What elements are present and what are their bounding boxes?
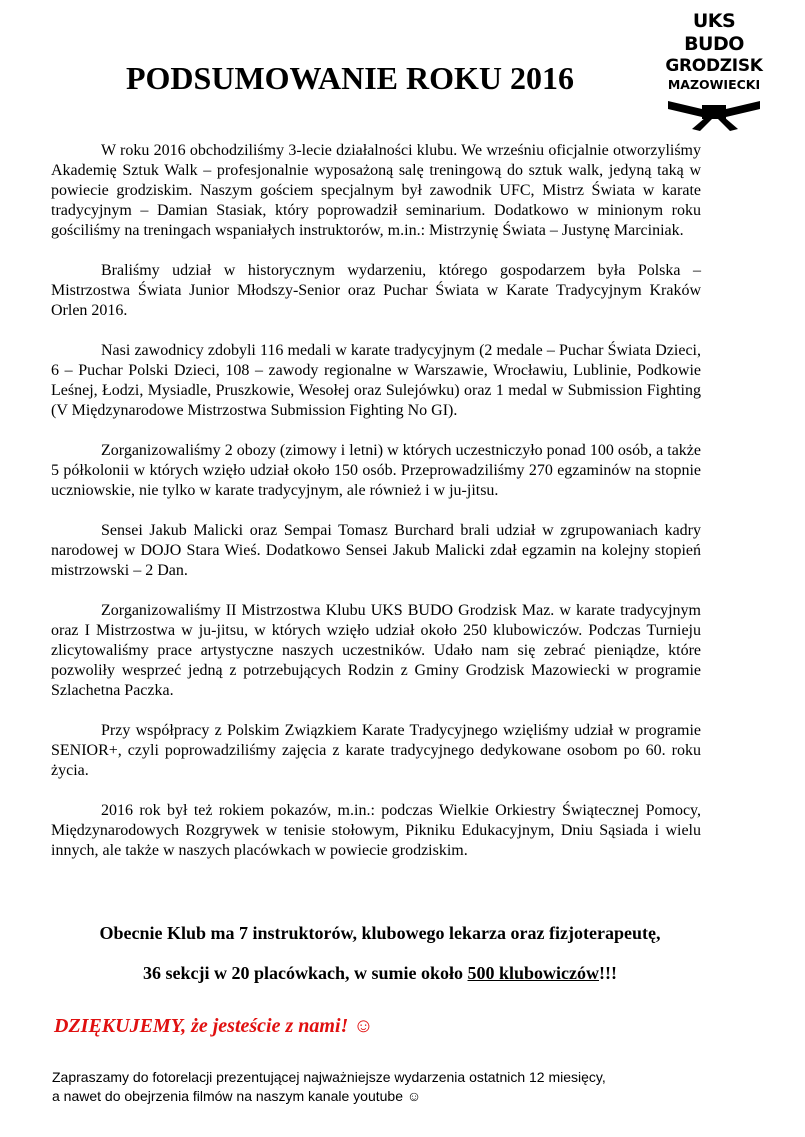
logo-line-2: GRODZISK — [665, 56, 763, 76]
logo-line-1: UKS BUDO — [684, 10, 744, 55]
invitation-line-2: a nawet do obejrzenia filmów na naszym kanale youtube ☺ — [52, 1088, 422, 1104]
summary-line-2-suffix: !!! — [599, 963, 617, 983]
invitation-text — [52, 1068, 712, 1106]
member-count: 500 klubowiczów — [467, 963, 600, 983]
summary-line-1: Obecnie Klub ma 7 instruktorów, klubowego lekarza oraz fizjoterapeutę, — [99, 923, 661, 943]
page-title: PODSUMOWANIE ROKU 2016 — [125, 60, 574, 96]
paragraph-senior-program: Przy współpracy z Polskim Związkiem Karate Tradycyjnego wzięliśmy udział w programie SENIOR+, czyli poprowadziliśmy zajęcia z karate tradycyjnego dedykowane osobom po 60. roku życia. — [51, 722, 701, 779]
paragraph-anniversary: W roku 2016 obchodziliśmy 3-lecie działalności klubu. We wrześniu oficjalnie otworzyliśmy Akademię Sztuk Walk – profesjonalnie wyposażoną salę treningową do sztuk walk, jedyną taką w powiecie grodziskim. Naszym gościem specjalnym był zawodnik UFC, Mistrz Świata w karate tradycyjnym – Damian Stasiak, który poprowadził seminarium. Dodatkowo w minionym roku gościliśmy na treningach wspaniałych instruktorów, m.in.: Mistrzynię Świata – Justynę Marciniak. — [51, 142, 701, 239]
paragraph-national-team: Sensei Jakub Malicki oraz Sempai Tomasz Burchard brali udział w zgrupowaniach kadry narodowej w DOJO Stara Wieś. Dodatkowo Sensei Jakub Malicki zdał egzamin na kolejny stopień mistrzowski – 2 Dan. — [51, 522, 701, 579]
thanks-message: DZIĘKUJEMY, że jesteście z nami! ☺ — [54, 1015, 374, 1037]
club-summary — [0, 913, 760, 993]
summary-line-2 — [0, 953, 760, 993]
summary-line-2-prefix: 36 sekcji w 20 placówkach, w sumie około — [142, 963, 468, 983]
paragraph-shows: 2016 rok był też rokiem pokazów, m.in.: podczas Wielkie Orkiestry Świątecznej Pomocy, Międzynarodowych Rozgrywek w tenisie stołowym, Pikniku Edukacyjnym, Dniu Sąsiada i wielu innych, ale także w naszych placówkach w powiecie grodziskim. — [51, 802, 701, 859]
logo-line-3: MAZOWIECKI — [667, 77, 761, 92]
black-belt-icon — [666, 95, 762, 133]
paragraph-camps: Zorganizowaliśmy 2 obozy (zimowy i letni) w których uczestniczyło ponad 100 osób, a także 5 półkolonii w których wzięło udział około 150 osób. Przeprowadziliśmy 270 egzaminów na stopnie uczniowskie, nie tylko w karate tradycyjnym, ale również i w ju-jitsu. — [51, 442, 701, 499]
invitation-line-1: Zapraszamy do fotorelacji prezentującej najważniejsze wydarzenia ostatnich 12 miesięcy, — [52, 1069, 606, 1085]
paragraph-medals: Nasi zawodnicy zdobyli 116 medali w karate tradycyjnym (2 medale – Puchar Świata Dzieci, 6 – Puchar Polski Dzieci, 108 – zawody regionalne w Warszawie, Wrocławiu, Lublinie, Podkowie Leśnej, Łodzi, Mysiadle, Pruszkowie, Wesołej oraz Sulejówku) oraz 1 medal w Submission Fighting (V Międzynarodowe Mistrzostwa Submission Fighting No GI). — [51, 342, 701, 419]
paragraph-club-championship: Zorganizowaliśmy II Mistrzostwa Klubu UKS BUDO Grodzisk Maz. w karate tradycyjnym oraz I Mistrzostwa w ju-jitsu, w których wzięło udział około 250 klubowiczów. Podczas Turnieju zlicytowaliśmy prace artystyczne naszych uczestników. Udało nam się zebrać pieniądze, które pozwoliły wesprzeć jedną z potrzebujących Rodzin z Gminy Grodzisk Mazowiecki w programie Szlachetna Paczka. — [51, 602, 701, 699]
paragraph-world-championship: Braliśmy udział w historycznym wydarzeniu, którego gospodarzem była Polska – Mistrzostwa Świata Junior Młodszy-Senior oraz Puchar Świata w Karate Tradycyjnym Kraków Orlen 2016. — [51, 262, 701, 319]
document-body — [51, 141, 701, 881]
